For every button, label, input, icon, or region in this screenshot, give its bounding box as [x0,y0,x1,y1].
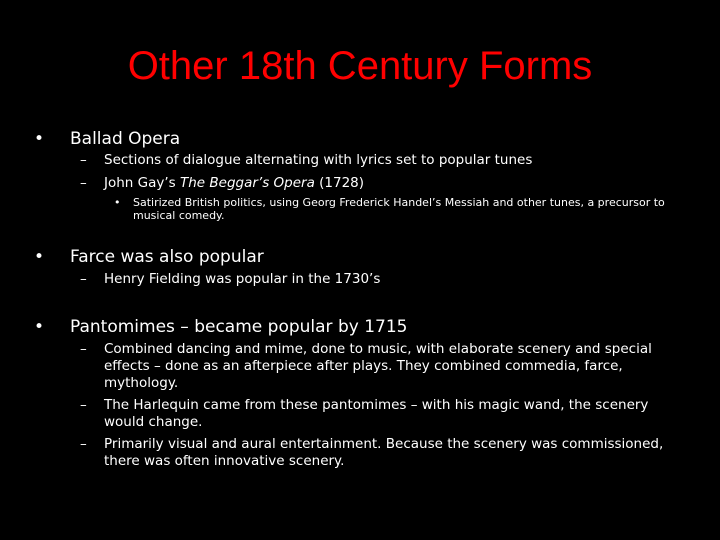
sub-farce-fielding: Henry Fielding was popular in the 1730’s [104,271,381,287]
bullet-pantomimes: Pantomimes – became popular by 1715 [70,317,408,337]
sub-panto-harlequin: The Harlequin came from these pantomimes – with his magic wand, the scenery would change. [104,397,649,430]
dash-marker: – [80,397,87,413]
beggars-prefix: John Gay’s [104,175,180,191]
bullet-marker: • [114,196,121,209]
dash-marker: – [80,341,87,357]
slide-title: Other 18th Century Forms [127,44,593,88]
sub-panto-visual: Primarily visual and aural entertainment. Because the scenery was commissioned, there was often innovative scenery. [104,436,664,469]
sub-ballad-dialogue: Sections of dialogue alternating with lyrics set to popular tunes [104,152,533,168]
bullet-ballad-opera: Ballad Opera [70,129,181,149]
dash-marker: – [80,436,87,452]
sub-panto-combined: Combined dancing and mime, done to music, with elaborate scenery and special effects – done as an afterpiece after plays. They combined commedia, farce, mythology. [104,341,652,391]
sub-ballad-beggars-opera [104,175,364,192]
dash-marker: – [80,152,87,168]
bullet-marker: • [34,317,45,337]
beggars-year: (1728) [314,175,365,191]
bullet-marker: • [34,129,45,149]
dash-marker: – [80,175,87,191]
bullet-marker: • [34,247,45,267]
bullet-farce: Farce was also popular [70,247,264,267]
sub-ballad-satirized: Satirized British politics, using Georg Frederick Handel’s Messiah and other tunes, a precursor to musical comedy. [133,196,665,222]
beggars-title: The Beggar’s Opera [179,175,315,191]
dash-marker: – [80,271,87,287]
